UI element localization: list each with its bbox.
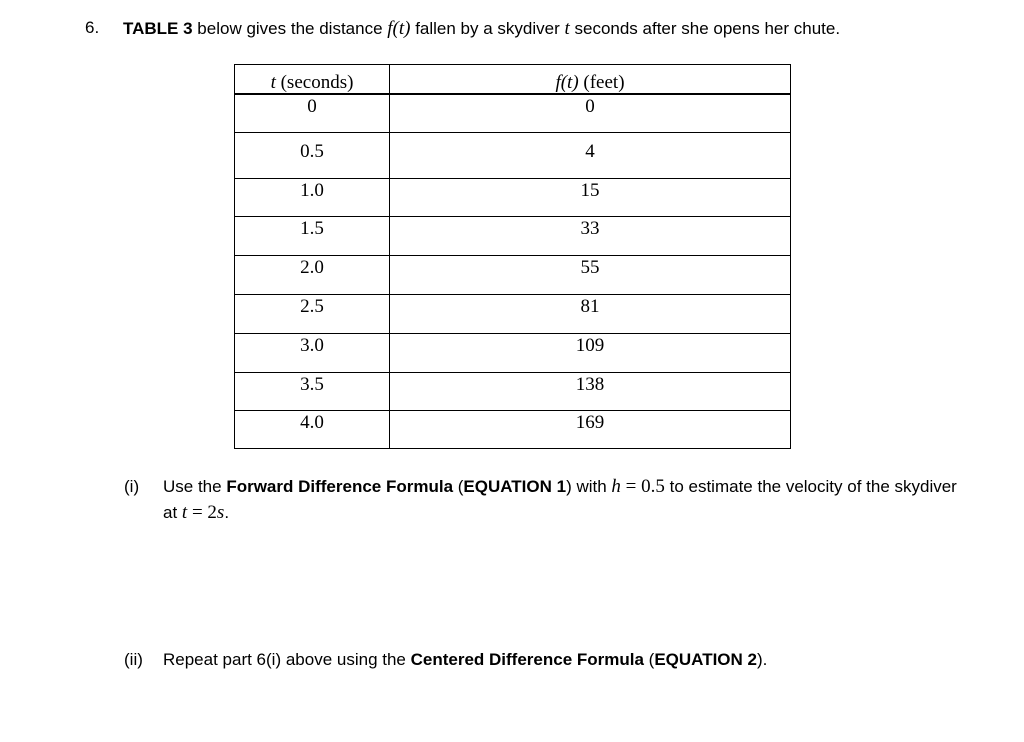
part-ii-text-3: ). [756, 650, 768, 669]
part-ii-text [163, 647, 767, 673]
table-row [235, 294, 791, 333]
header-time-var: t [270, 72, 276, 93]
cell-time: 2.0 [235, 255, 390, 294]
cell-distance: 81 [390, 294, 791, 333]
step-size-value: = 0.5 [620, 476, 665, 497]
table-row [235, 216, 791, 255]
cell-time: 0.5 [235, 132, 390, 178]
table-row [235, 410, 791, 448]
part-i-period: . [224, 503, 230, 522]
cell-distance: 169 [390, 410, 791, 448]
header-distance-var: f(t) [555, 72, 579, 93]
seconds-unit: s [216, 502, 225, 523]
part-i-text-2: ( [453, 477, 464, 496]
part-i-line-2-text: at [163, 503, 182, 522]
table-row [235, 94, 791, 132]
time-variable: t [564, 18, 570, 39]
question-text [123, 18, 840, 40]
centered-difference-formula: Centered Difference Formula [410, 650, 644, 669]
data-table [234, 64, 791, 449]
header-time [235, 65, 390, 95]
part-i-text-3: ) with [566, 477, 612, 496]
header-time-unit: (seconds) [275, 72, 354, 93]
cell-distance: 55 [390, 255, 791, 294]
table-row [235, 255, 791, 294]
equation-2-ref: EQUATION 2 [654, 650, 757, 669]
table-header-row [235, 65, 791, 95]
cell-time: 2.5 [235, 294, 390, 333]
cell-distance: 109 [390, 333, 791, 372]
forward-difference-formula: Forward Difference Formula [226, 477, 454, 496]
cell-distance: 4 [390, 132, 791, 178]
question-text-part-3: seconds after she opens her chute. [569, 19, 841, 38]
equation-1-ref: EQUATION 1 [463, 477, 567, 496]
part-ii-text-1: Repeat part 6(i) above using the [163, 650, 411, 669]
part-i-line-2 [163, 500, 957, 526]
part-ii-label: (ii) [124, 650, 143, 669]
header-distance [390, 65, 791, 95]
cell-time: 1.5 [235, 216, 390, 255]
function-notation: f(t) [387, 18, 411, 39]
part-i-text-4: to estimate the velocity of the skydiver [664, 477, 957, 496]
part-i-text [163, 474, 957, 526]
cell-distance: 138 [390, 372, 791, 410]
cell-time: 4.0 [235, 410, 390, 448]
table-row [235, 178, 791, 216]
cell-distance: 33 [390, 216, 791, 255]
table-row [235, 132, 791, 178]
part-i-line-1 [163, 474, 957, 500]
table-row [235, 333, 791, 372]
question-number: 6. [85, 18, 100, 37]
time-variable: t [181, 502, 188, 523]
cell-time: 3.5 [235, 372, 390, 410]
question-text-part-2: fallen by a skydiver [410, 19, 565, 38]
table-row [235, 372, 791, 410]
time-value: = 2 [187, 502, 217, 523]
part-i-text-1: Use the [163, 477, 227, 496]
question-text-part-1: below gives the distance [192, 19, 388, 38]
step-size-variable: h [611, 476, 621, 497]
cell-distance: 0 [390, 94, 791, 132]
part-i-label: (i) [124, 477, 140, 496]
header-distance-unit: (feet) [578, 72, 625, 93]
cell-time: 0 [235, 94, 390, 132]
cell-time: 3.0 [235, 333, 390, 372]
cell-time: 1.0 [235, 178, 390, 216]
part-ii-text-2: ( [643, 650, 655, 669]
table-reference: TABLE 3 [123, 19, 193, 38]
cell-distance: 15 [390, 178, 791, 216]
